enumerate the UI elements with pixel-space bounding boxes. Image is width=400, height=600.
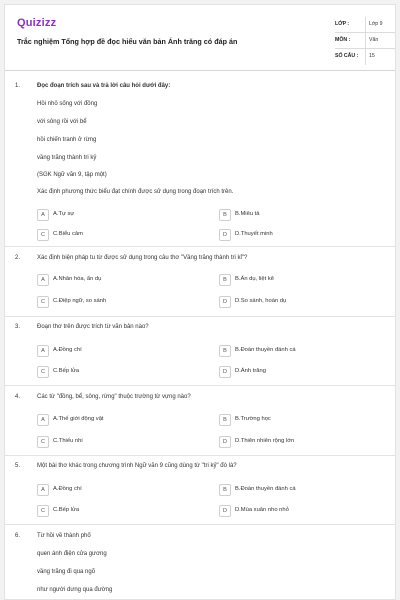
- option-letter-box: A: [37, 274, 49, 286]
- meta-separator: [365, 49, 366, 65]
- meta-value: Văn: [369, 37, 379, 43]
- meta-label: SỐ CÂU :: [335, 53, 359, 59]
- option-letter-box: D: [219, 366, 231, 378]
- passage-line: hồi chiến tranh ở rừng: [37, 137, 97, 143]
- option-letter-box: C: [37, 436, 49, 448]
- question-number: 2.: [15, 255, 21, 261]
- option-text: A.Tự sự: [53, 211, 75, 217]
- option-text: B.Miêu tả: [235, 211, 260, 217]
- meta-table: [335, 17, 396, 65]
- option-letter-box: D: [219, 505, 231, 517]
- option-text: D.Mùa xuân nho nhỏ: [235, 507, 289, 513]
- option-text: B.Ẩn dụ, liệt kê: [235, 276, 274, 282]
- passage-line: vầng trăng thành tri kỷ: [37, 155, 97, 161]
- question-text: Xác định biện pháp tu từ được sử dụng trong câu thơ "Vầng trăng thành tri kỉ"?: [37, 255, 248, 261]
- meta-row-subject: [335, 33, 396, 49]
- question-text: Đoạn thơ trên được trích từ văn bản nào?: [37, 324, 149, 330]
- meta-separator: [365, 17, 366, 33]
- option-letter-box: B: [219, 345, 231, 357]
- worksheet-page: [4, 4, 396, 600]
- option-text: A.Đồng chí: [53, 347, 82, 353]
- question-divider: [5, 385, 395, 386]
- option-letter-box: D: [219, 296, 231, 308]
- meta-separator: [365, 33, 366, 49]
- question-number: 5.: [15, 463, 21, 469]
- question-text: Từ hồi về thành phố: [37, 533, 91, 539]
- question-divider: [5, 246, 395, 247]
- question-divider: [5, 316, 395, 317]
- question-divider: [5, 524, 395, 525]
- question-number: 3.: [15, 324, 21, 330]
- question-number: 4.: [15, 394, 21, 400]
- passage-line: (SGK Ngữ văn 9, tập một): [37, 172, 107, 178]
- option-letter-box: C: [37, 505, 49, 517]
- option-letter-box: B: [219, 274, 231, 286]
- question-text: Đọc đoạn trích sau và trả lời câu hỏi dưới đây:: [37, 83, 171, 89]
- option-text: C.Điệp ngữ, so sánh: [53, 298, 107, 304]
- meta-label: MÔN :: [335, 37, 351, 43]
- passage-line: như người dưng qua đường: [37, 587, 113, 593]
- option-text: C.Thiếu nhi: [53, 438, 83, 444]
- option-letter-box: B: [219, 414, 231, 426]
- page-title: Trắc nghiệm Tổng hợp đề đọc hiểu văn bản Ánh trăng có đáp án: [17, 37, 238, 46]
- option-letter-box: C: [37, 296, 49, 308]
- option-letter-box: A: [37, 345, 49, 357]
- option-text: A.Thế giới động vật: [53, 416, 104, 422]
- option-letter-box: B: [219, 484, 231, 496]
- passage-line: với sông rồi với bể: [37, 119, 87, 125]
- worksheet-header: [5, 5, 395, 71]
- question-number: 6.: [15, 533, 21, 539]
- question-text: Một bài thơ khác trong chương trình Ngữ văn 9 cũng dùng từ "tri kỷ" đó là?: [37, 463, 237, 469]
- option-text: B.Đoàn thuyền đánh cá: [235, 486, 296, 492]
- meta-row-grade: [335, 17, 396, 33]
- option-text: C.Biểu cảm: [53, 231, 83, 237]
- option-text: C.Bếp lửa: [53, 507, 80, 513]
- option-text: B.Đoàn thuyền đánh cá: [235, 347, 296, 353]
- option-letter-box: A: [37, 484, 49, 496]
- option-text: C.Bếp lửa: [53, 368, 80, 374]
- option-letter-box: A: [37, 209, 49, 221]
- passage-line: Xác định phương thức biểu đạt chính được sử dụng trong đoạn trích trên.: [37, 189, 234, 195]
- option-text: D.Thiên nhiên rộng lớn: [235, 438, 295, 444]
- meta-value: Lớp 9: [369, 21, 383, 27]
- option-letter-box: B: [219, 209, 231, 221]
- option-letter-box: C: [37, 229, 49, 241]
- question-text: Các từ "đồng, bể, sông, rừng" thuộc trường từ vựng nào?: [37, 394, 191, 400]
- passage-line: quen ánh điện cửa gương: [37, 551, 107, 557]
- meta-label: LỚP :: [335, 21, 350, 27]
- question-divider: [5, 455, 395, 456]
- passage-line: vầng trăng đi qua ngõ: [37, 569, 96, 575]
- question-number: 1.: [15, 83, 21, 89]
- quizizz-logo: Quizizz: [17, 17, 57, 29]
- option-text: D.Ánh trăng: [235, 368, 266, 374]
- option-letter-box: D: [219, 436, 231, 448]
- passage-line: Hồi nhỏ sống với đồng: [37, 101, 98, 107]
- option-letter-box: A: [37, 414, 49, 426]
- option-text: A.Đồng chí: [53, 486, 82, 492]
- option-text: D.Thuyết minh: [235, 231, 273, 237]
- option-text: B.Trường học: [235, 416, 271, 422]
- option-letter-box: D: [219, 229, 231, 241]
- option-letter-box: C: [37, 366, 49, 378]
- option-text: A.Nhân hóa, ẩn dụ: [53, 276, 102, 282]
- option-text: D.So sánh, hoán dụ: [235, 298, 287, 304]
- meta-value: 15: [369, 53, 375, 59]
- meta-row-count: [335, 49, 396, 65]
